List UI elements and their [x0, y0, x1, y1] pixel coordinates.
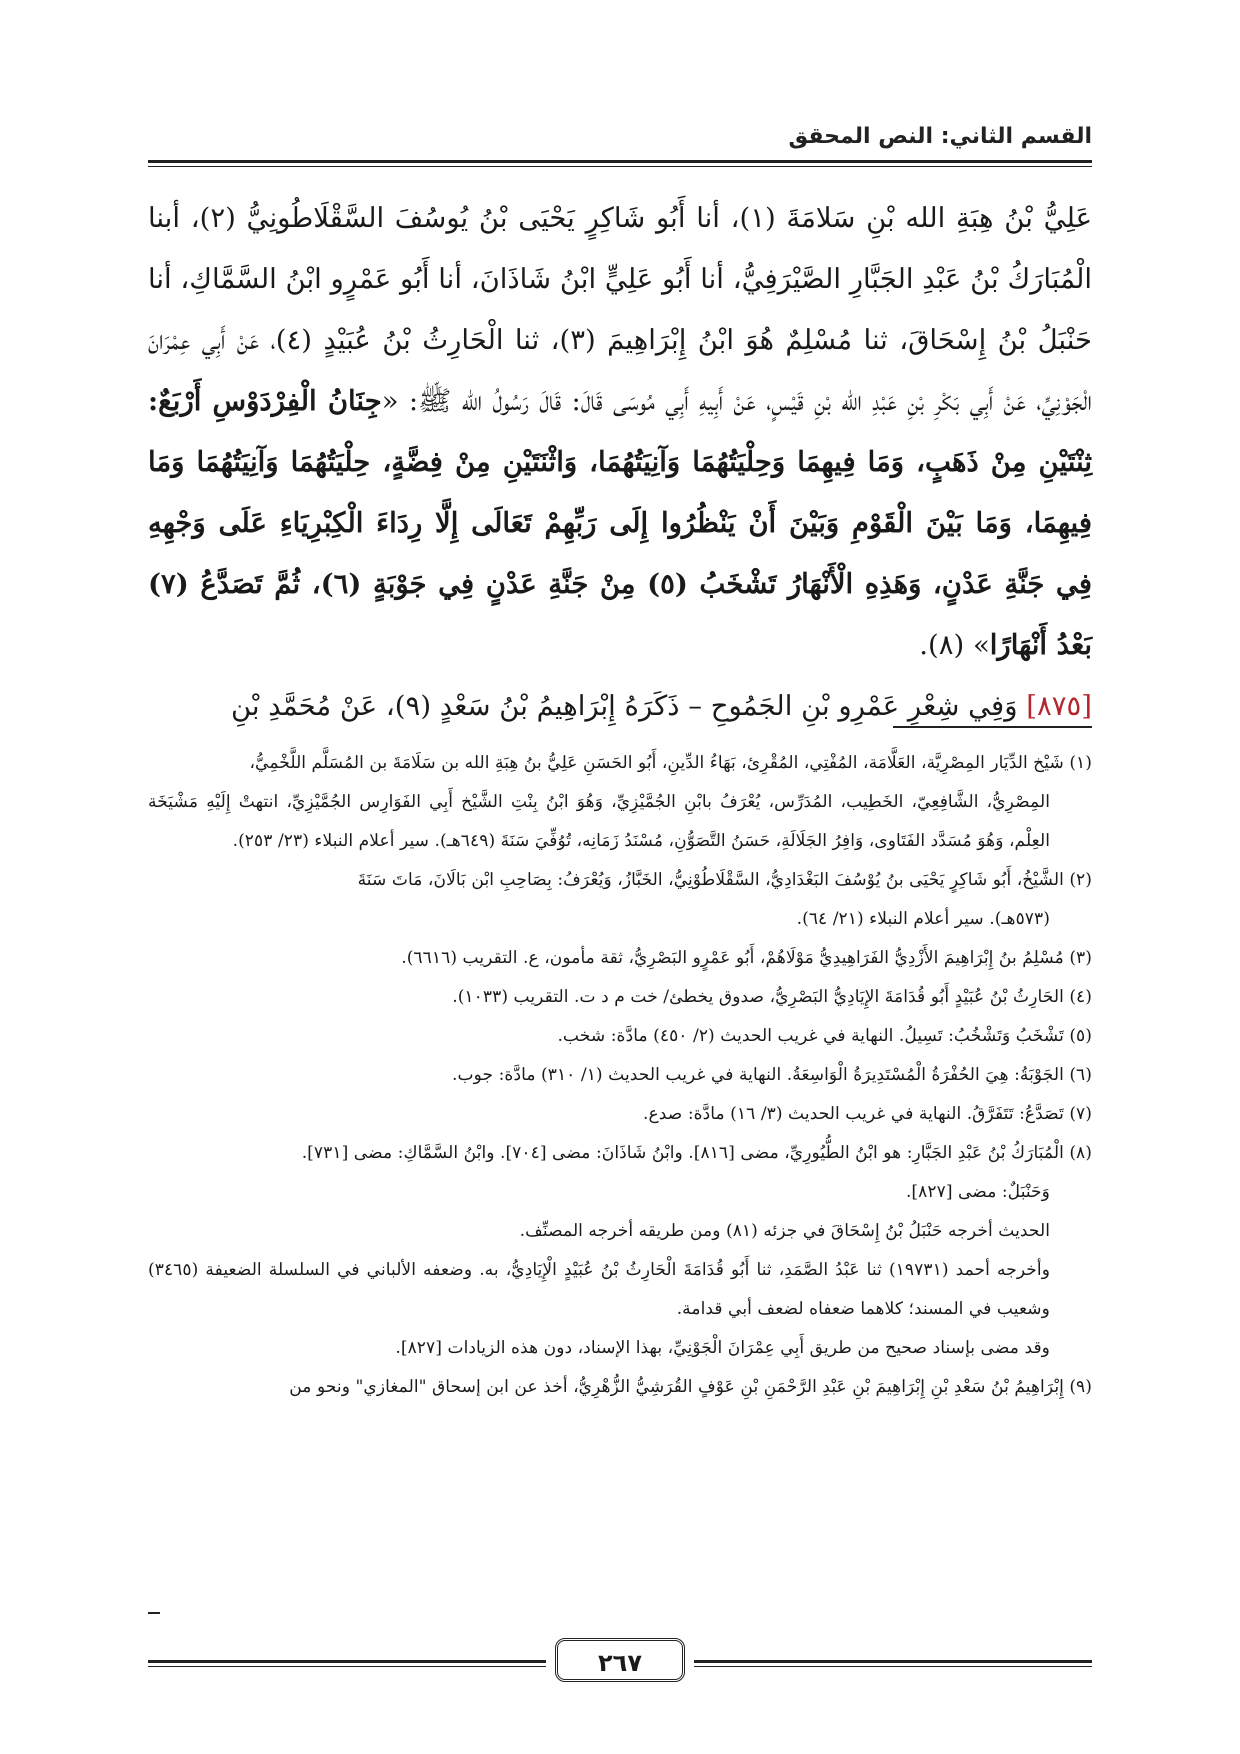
footnote-9: (٩) إِبْرَاهِيمُ بْنُ سَعْدِ بْنِ إِبْرَاهِيمَ بْنِ عَبْدِ الرَّحْمَنِ بْنِ عَوْفٍ القُرَشِيُّ الزُّهْرِيُّ، أخذ عن ابن إسحاق "المغازي" ونحو من [289, 1377, 1092, 1397]
footnote-4: (٤) الحَارِثُ بْنُ عُبَيْدٍ أَبُو قُدَامَةَ الإِيَادِيُّ البَصْرِيُّ، صدوق يخطئ/ خت م د ت. التقريب (١٠٣٣). [452, 987, 1092, 1007]
page-number: ٢٦٧ [555, 1638, 685, 1682]
footnote-1: (١) شَيْخ الدِّيَار المِصْرِيَّة، العَلَّامَة، المُفْتِي، المُقْرِئ، بَهَاءُ الدِّينِ، أَبُو الحَسَنِ عَلِيُّ بنُ هِبَةِ الله بن سَلَامَةَ بن المُسَلَّم اللَّخْمِيُّ، المِصْرِيُّ، الشَّافِعِيّ، الخَطِيب، المُدَرِّس، يُعْرَفُ بابْنِ الجُمَّيْزِيِّ، وَهُوَ ابْنُ بِنْتِ الشَّيْخ أَبِي الفَوَارِس الجُمَّيْزِيِّ، انتهتْ إِلَيْهِ مَشْيَخَة العِلْم، وَهُوَ مُسَدَّد الفَتَاوى، وَافِرُ الجَلَالَةِ، حَسَنُ التَّصَوُّنِ، مُسْنَدُ زَمَانِه، تُوُفِّيَ سَنَةَ (٦٤٩هـ). سير أعلام النبلاء (٢٣/ ٢٥٣). [148, 753, 1092, 851]
footnotes [148, 744, 1092, 1407]
footer-rule-left [148, 1660, 546, 1667]
header-double-rule [148, 160, 1092, 167]
footnote-3: (٣) مُسْلِمُ بنُ إِبْرَاهِيمَ الأَزْدِيُّ الفَرَاهِيدِيُّ مَوْلَاهُمْ، أَبُو عَمْرٍو البَصْرِيُّ، ثقة مأمون، ع. التقريب (٦٦١٦). [401, 948, 1092, 968]
hadith-text: جِنَانُ الْفِرْدَوْسِ أَرْبَعٌ: ثِنْتَيْنِ مِنْ ذَهَبٍ، وَمَا فِيهِمَا وَحِلْيَتُهُمَا وَآنِيَتُهُمَا، وَاثْنَتَيْنِ مِنْ فِضَّةٍ، حِلْيَتُهُمَا وَآنِيَتُهُمَا وَمَا فِيهِمَا، وَمَا بَيْنَ الْقَوْمِ وَبَيْنَ أَنْ يَنْظُرُوا إِلَى رَبِّهِمْ تَعَالَى إِلَّا رِدَاءَ الْكِبْرِيَاءِ عَلَى وَجْهِهِ فِي جَنَّةِ عَدْنٍ، وَهَذِهِ الْأَنْهَارُ تَشْخَبُ (٥) مِنْ جَنَّةِ عَدْنٍ فِي جَوْبَةٍ (٦)، ثُمَّ تَصَدَّعُ (٧) بَعْدُ أَنْهَارًا [148, 385, 1093, 661]
main-text [148, 188, 1092, 737]
footnote-6: (٦) الجَوْبَةُ: هِيَ الحُفْرَةُ الْمُسْتَدِيرَةُ الْوَاسِعَةُ. النهاية في غريب الحديث (١/ ٣١٠) مادَّة: جوب. [452, 1065, 1092, 1085]
footnote-separator [893, 726, 1092, 728]
footnote-8: (٨) الْمُبَارَكُ بْنُ عَبْدِ الجَبَّارِ: هو ابْنُ الطُّيُورِيِّ، مضى [٨١٦]. وابْنُ شَاذَانَ: مضى [٧٠٤]. وابْنُ السَّمَّاكِ: مضى [٧٣١]. وَحَنْبَلٌ: مضى [٨٢٧]. [301, 1143, 1092, 1202]
continuation-dash [148, 1612, 160, 1614]
running-title: القسم الثاني: النص المحقق [788, 124, 1092, 149]
footnote-5: (٥) تَشْخَبُ وَتَشْخُبُ: تَسِيلُ. النهاية في غريب الحديث (٢/ ٤٥٠) مادَّة: شخب. [557, 1026, 1092, 1046]
hadith-close: » (٨). [919, 629, 990, 661]
footnote-2: (٢) الشَّيْخُ، أَبُو شَاكِرٍ يَحْيَى بنُ يُوْسُفَ البَغْدَادِيُّ، السَّقْلَاطُوْنِيُّ، الخَبَّازُ، وَيُعْرَفُ: بِصَاحِبِ ابْن بَالَانَ، مَاتَ سَنَةَ (٥٧٣هـ). سير أعلام النبلاء (٢١/ ٦٤). [357, 870, 1092, 929]
footer-rule-right [694, 1660, 1092, 1667]
next-paragraph-text: وَفِي شِعْرِ عَمْرِو بْنِ الجَمُوحِ – ذَكَرَهُ إِبْرَاهِيمُ بْنُ سَعْدٍ (٩)، عَنْ مُحَمَّدِ بْنِ [230, 690, 1027, 722]
main-paragraph [148, 188, 1092, 676]
footnote-8-note-previous: وقد مضى بإسناد صحيح من طريق أَبِي عِمْرَانَ الْجَوْنِيِّ، بهذا الإسناد، دون هذه الزيادات [٨٢٧]. [395, 1338, 1050, 1358]
footnote-8-note-source: الحديث أخرجه حَنْبَلُ بْنُ إِسْحَاقَ في جزئه (٨١) ومن طريقه أخرجه المصنِّف. [519, 1221, 1050, 1241]
isnad-text: عَلِيُّ بْنُ هِبَةِ الله بْنِ سَلامَةَ (١)، أنا أَبُو شَاكِرٍ يَحْيَى بْنُ يُوسُفَ السَّقْلَاطُونِيُّ (٢)، أبنا الْمُبَارَكُ بْنُ عَبْدِ الجَبَّارِ الصَّيْرَفِيُّ، أنا أَبُو عَلِيٍّ ابْنُ شَاذَانَ، أنا أَبُو عَمْرٍو ابْنُ السَّمَّاكِ، أنا حَنْبَلُ بْنُ إِسْحَاقَ، ثنا مُسْلِمٌ هُوَ ابْنُ إِبْرَاهِيمَ (٣)، ثنا الْحَارِثُ بْنُ عُبَيْدٍ (٤)، عَنْ أَبِي عِمْرَانَ الْجَوْنِيِّ، عَنْ أَبِي بَكْرِ بْنِ عَبْدِ الله بْنِ قَيْسٍ، عَنْ أَبِيهِ أَبِي مُوسَى قَالَ: قَالَ رَسُولُ الله ﷺ: « [148, 202, 1093, 417]
footnote-7: (٧) تَصَدَّعُ: تَتَفَرَّقُ. النهاية في غريب الحديث (٣/ ١٦) مادَّة: صدع. [643, 1104, 1092, 1124]
footnote-8-note-grading: وأخرجه أحمد (١٩٧٣١) ثنا عَبْدُ الصَّمَدِ، ثنا أَبُو قُدَامَةَ الْحَارِثُ بْنُ عُبَيْدٍ الْإِيَادِيُّ، به. وضعفه الألباني في السلسلة الضعيفة (٣٤٦٥) وشعيب في المسند؛ كلاهما ضعفاه لضعف أبي قدامة. [148, 1260, 1051, 1319]
paragraph-number: [٨٧٥] [1026, 690, 1092, 722]
